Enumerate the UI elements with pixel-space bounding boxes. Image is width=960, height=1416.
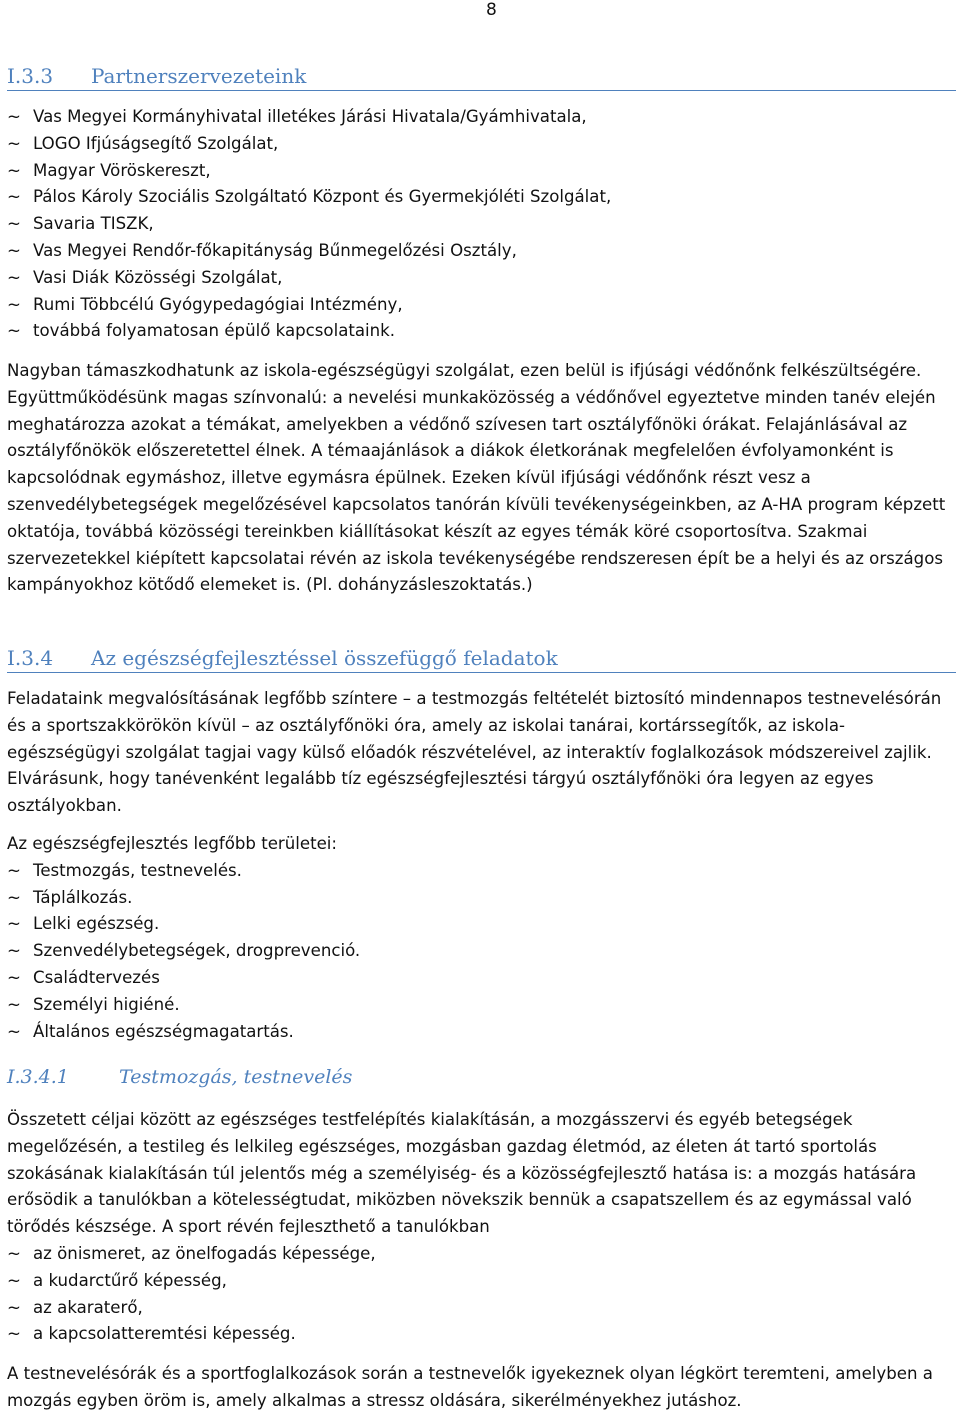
- list-item-text: Rumi Többcélú Gyógypedagógiai Intézmény,: [33, 294, 403, 314]
- tilde-bullet-icon: ~: [7, 1021, 21, 1041]
- list-item: [7, 318, 953, 345]
- list-item: [7, 938, 953, 965]
- section-title: Testmozgás, testnevelés: [119, 1066, 353, 1088]
- section-title: Partnerszervezeteink: [91, 64, 307, 88]
- physical-education-block: [7, 1107, 953, 1348]
- tilde-bullet-icon: ~: [7, 860, 21, 880]
- section-heading-partners: [7, 64, 956, 91]
- page-number: 8: [486, 0, 497, 20]
- health-areas-list: [7, 858, 953, 1046]
- list-item-text: Általános egészségmagatartás.: [33, 1021, 294, 1041]
- health-tasks-paragraph: Feladataink megvalósításának legfőbb színtere – a testmozgás feltételét biztosító mindennapos testnevelésórán és a sportszakkörökön kívül – az osztályfőnöki óra, amely az iskolai tanárai, kortárssegítők, az iskola-egészségügyi szolgálat tagjai vagy külső előadók részvételével, az interaktív foglalkozások módszereivel zajlik. Elvárásunk, hogy tanévenként legalább tíz egészségfejlesztési tárgyú osztályfőnöki óra legyen az egyes osztályokban.: [7, 689, 942, 816]
- section-heading-physical-education: [7, 1066, 956, 1092]
- list-item: [7, 158, 953, 185]
- tilde-bullet-icon: ~: [7, 1324, 21, 1344]
- partner-list: [7, 104, 953, 345]
- section-number: I.3.4: [7, 646, 54, 670]
- section-title: Az egészségfejlesztéssel összefüggő feladatok: [91, 646, 558, 670]
- tilde-bullet-icon: ~: [7, 994, 21, 1014]
- tilde-bullet-icon: ~: [7, 321, 21, 341]
- list-item-text: Táplálkozás.: [33, 887, 133, 907]
- partner-list-block: [7, 104, 953, 345]
- list-item: [7, 131, 953, 158]
- tilde-bullet-icon: ~: [7, 914, 21, 934]
- list-item: [7, 292, 953, 319]
- partners-paragraph-block: [7, 358, 953, 599]
- section-number: I.3.4.1: [7, 1066, 69, 1088]
- tilde-bullet-icon: ~: [7, 1270, 21, 1290]
- list-item: [7, 911, 953, 938]
- list-item: [7, 1295, 953, 1322]
- section-number: I.3.3: [7, 64, 54, 88]
- list-item-text: Vas Megyei Kormányhivatal illetékes Járási Hivatala/Gyámhivatala,: [33, 107, 587, 126]
- tilde-bullet-icon: ~: [7, 214, 21, 234]
- list-item-text: Lelki egészség.: [33, 914, 160, 934]
- physical-education-paragraph: Összetett céljai között az egészséges testfelépítés kialakításán, a mozgásszervi és egyéb betegségek megelőzésén, a testileg és lelkileg egészséges, mozgásban gazdag életmód, az életen át tartó sportolás szokásának kialakításán túl jelentős még a személyiség- és a közösségfejlesztő hatása is: a mozgás hatására erősödik a tanulókban a kötelességtudat, miközben növekszik bennük a csapatszellem és az egymással való törődés készsége. A sport révén fejleszthető a tanulókban: [7, 1110, 917, 1237]
- list-item-text: Vasi Diák Közösségi Szolgálat,: [33, 267, 283, 287]
- list-item-text: Vas Megyei Rendőr-főkapitányság Bűnmegelőzési Osztály,: [33, 240, 517, 260]
- list-item-text: LOGO Ifjúságsegítő Szolgálat,: [33, 133, 279, 153]
- health-tasks-paragraph-block: [7, 686, 953, 820]
- list-item: [7, 265, 953, 292]
- list-item: [7, 1019, 953, 1046]
- health-areas-block: [7, 831, 953, 1045]
- list-item-text: továbbá folyamatosan épülő kapcsolataink.: [33, 321, 396, 341]
- list-item-text: Testmozgás, testnevelés.: [33, 860, 242, 880]
- closing-paragraph: A testnevelésórák és a sportfoglalkozások során a testnevelők igyekeznek olyan légkört teremteni, amelyben a mozgás egyben öröm is, amely alkalmas a stressz oldására, sikerélményekhez jutáshoz.: [7, 1364, 933, 1410]
- health-areas-intro: Az egészségfejlesztés legfőbb területei:: [7, 834, 337, 853]
- list-item-text: Személyi higiéné.: [33, 994, 180, 1014]
- list-item: [7, 1241, 953, 1268]
- section-heading-health-tasks: [7, 646, 956, 673]
- tilde-bullet-icon: ~: [7, 240, 21, 260]
- list-item: [7, 104, 953, 131]
- list-item-text: a kapcsolatteremtési képesség.: [33, 1324, 296, 1344]
- list-item-text: Szenvedélybetegségek, drogprevenció.: [33, 941, 361, 961]
- list-item-text: Családtervezés: [33, 967, 160, 987]
- list-item: [7, 1321, 953, 1348]
- list-item: [7, 885, 953, 912]
- skills-list: [7, 1241, 953, 1348]
- list-item-text: Pálos Károly Szociális Szolgáltató Központ és Gyermekjóléti Szolgálat,: [33, 187, 612, 207]
- tilde-bullet-icon: ~: [7, 107, 21, 126]
- list-item: [7, 238, 953, 265]
- list-item-text: az akaraterő,: [33, 1297, 143, 1317]
- closing-paragraph-block: [7, 1361, 953, 1415]
- tilde-bullet-icon: ~: [7, 187, 21, 207]
- list-item: [7, 858, 953, 885]
- tilde-bullet-icon: ~: [7, 967, 21, 987]
- list-item-text: Savaria TISZK,: [33, 214, 154, 234]
- tilde-bullet-icon: ~: [7, 1243, 21, 1263]
- list-item-text: az önismeret, az önelfogadás képessége,: [33, 1243, 376, 1263]
- list-item: [7, 184, 953, 211]
- tilde-bullet-icon: ~: [7, 160, 21, 180]
- tilde-bullet-icon: ~: [7, 941, 21, 961]
- list-item: [7, 211, 953, 238]
- tilde-bullet-icon: ~: [7, 294, 21, 314]
- list-item: [7, 1268, 953, 1295]
- partners-paragraph: Nagyban támaszkodhatunk az iskola-egészségügyi szolgálat, ezen belül is ifjúsági védőnőnk felkészültségére. Együttműködésünk magas színvonalú: a nevelési munkaközösség a védőnővel egyeztetve minden tanév elején meghatározza azokat a témákat, amelyekben a védőnő szívesen tart osztályfőnöki órákat. Felajánlásával az osztályfőnökök előszeretettel élnek. A témaajánlások a diákok életkorának megfelelően évfolyamonként is kapcsolódnak egymáshoz, illetve egymásra épülnek. Ezeken kívül ifjúsági védőnőnk részt vesz a szenvedélybetegségek megelőzésével kapcsolatos tanórán kívüli tevékenységeinkben, az A-HA program képzett oktatója, továbbá közösségi tereinkben kiállításokat készít az egyes témák köré csoportosítva. Szakmai szervezetekkel kiépített kapcsolatai révén az iskola tevékenységébe rendszeresen épít be a helyi és az országos kampányokhoz kötődő elemeket is. (Pl. dohányzásleszoktatás.): [7, 361, 946, 595]
- list-item: [7, 965, 953, 992]
- list-item-text: a kudarctűrő képesség,: [33, 1270, 227, 1290]
- list-item-text: Magyar Vöröskereszt,: [33, 160, 211, 180]
- tilde-bullet-icon: ~: [7, 267, 21, 287]
- tilde-bullet-icon: ~: [7, 133, 21, 153]
- list-item: [7, 992, 953, 1019]
- tilde-bullet-icon: ~: [7, 887, 21, 907]
- tilde-bullet-icon: ~: [7, 1297, 21, 1317]
